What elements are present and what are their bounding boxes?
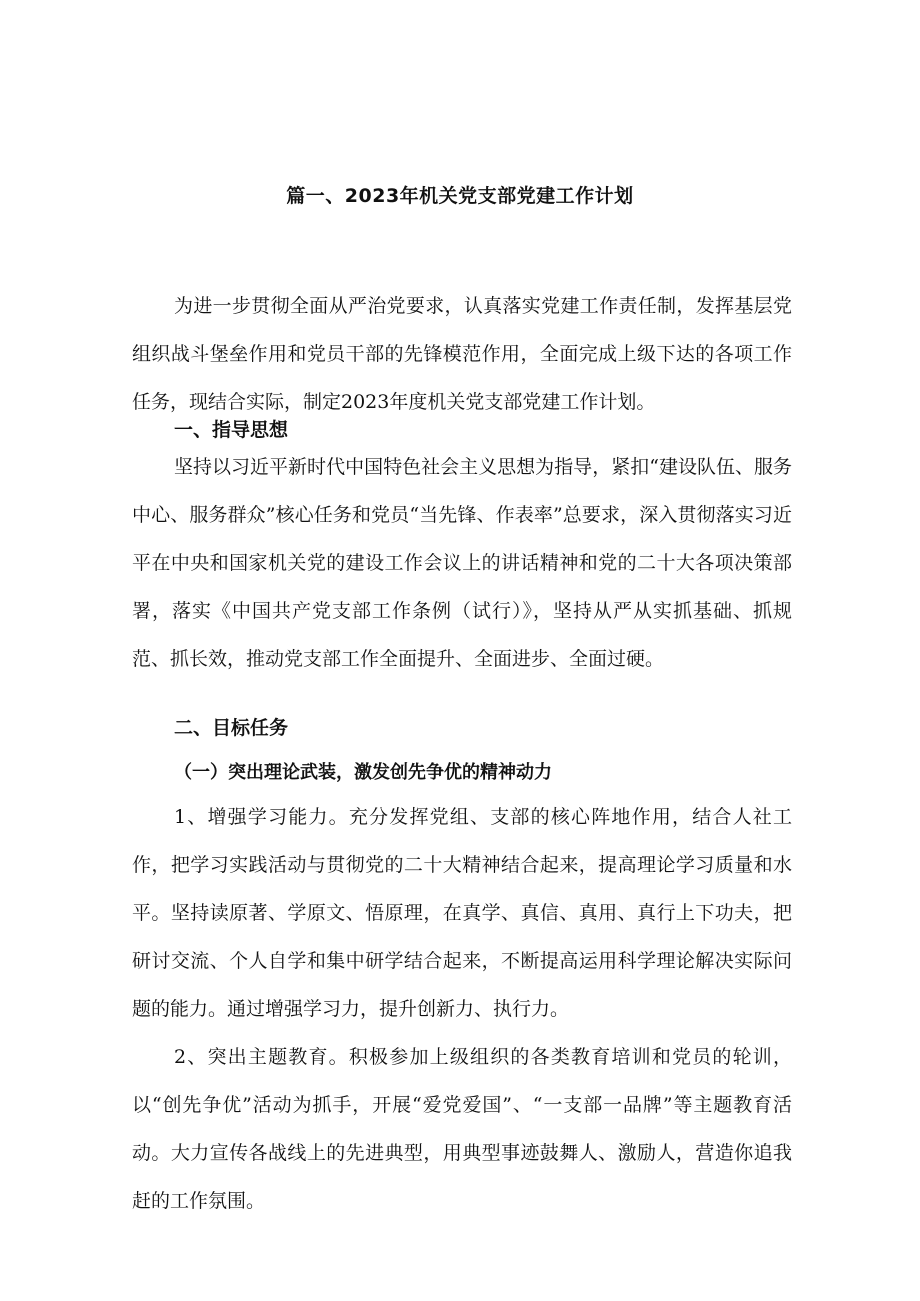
guiding-ideology-paragraph: 坚持以习近平新时代中国特色社会主义思想为指导，紧扣“建设队伍、服务中心、服务群众”核心任务和党员“当先锋、作表率”总要求，深入贯彻落实习近平在中央和国家机关党的建设工作会议上的讲话精神和党的二十大各项决策部署，落实《中国共产党支部工作条例（试行）》，坚持从严从实抓基础、抓规范、抓长效，推动党支部工作全面提升、全面进步、全面过硬。 <box>132 456 792 670</box>
subsection-heading-theory: （一）突出理论武装，激发创先争优的精神动力 <box>174 762 552 783</box>
task-item-paragraph: 1、增强学习能力。充分发挥党组、支部的核心阵地作用，结合人社工作，把学习实践活动与贯彻党的二十大精神结合起来，提高理论学习质量和水平。坚持读原著、学原文、悟原理，在真学、真信、真用、真行上下功夫，把研讨交流、个人自学和集中研学结合起来，不断提高运用科学理论解决实际问题的能力。通过增强学习力，提升创新力、执行力。 <box>132 806 792 1020</box>
task-item-paragraph: 2、突出主题教育。积极参加上级组织的各类教育培训和党员的轮训，以“创先争优”活动为抓手，开展“爱党爱国”、“一支部一品牌”等主题教育活动。大力宣传各战线上的先进典型，用典型事迹鼓舞人、激励人，营造你追我赶的工作氛围。 <box>132 1046 792 1212</box>
section-heading-guiding-ideology: 一、指导思想 <box>174 419 289 441</box>
intro-paragraph: 为进一步贯彻全面从严治党要求，认真落实党建工作责任制，发挥基层党组织战斗堡垒作用和党员干部的先锋模范作用，全面完成上级下达的各项工作任务，现结合实际，制定2023年度机关党支部党建工作计划。 <box>132 295 792 413</box>
document-title: 篇一、2023年机关党支部党建工作计划 <box>286 185 634 207</box>
section-heading-goals-tasks: 二、目标任务 <box>174 717 289 739</box>
